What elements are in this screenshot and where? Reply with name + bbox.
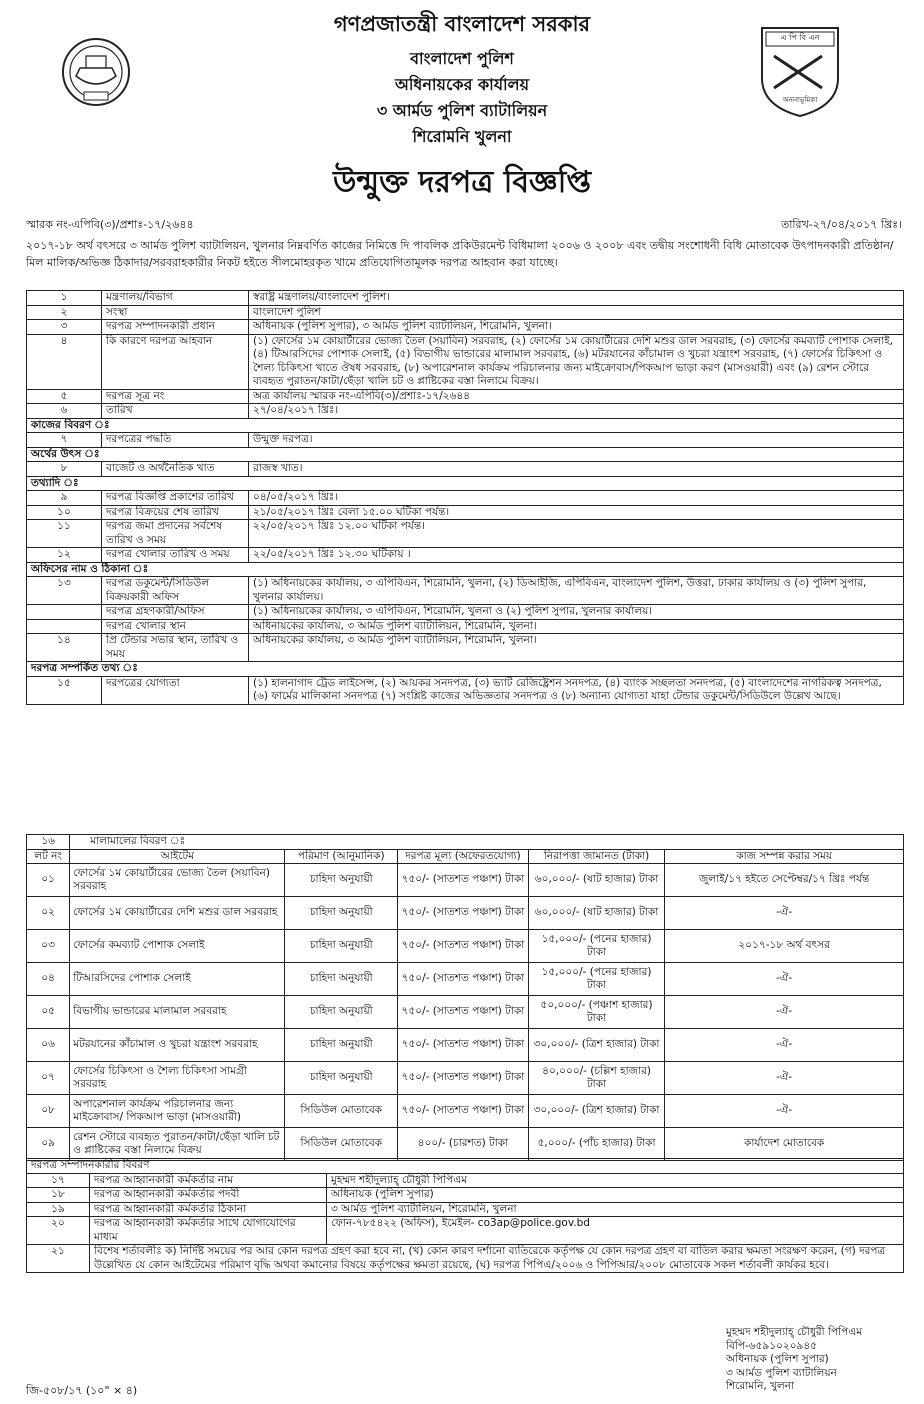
- security-deposit: ১৫,০০০/- (পনের হাজার) টাকা: [528, 963, 665, 996]
- signatory-place: শিরোমনি, খুলনা: [726, 1380, 795, 1392]
- signature-block: [726, 1326, 862, 1394]
- officer-row: [27, 1173, 904, 1188]
- items-table: [26, 834, 904, 1161]
- notice-title: উন্মুক্ত দরপত্র বিজ্ঞপ্তি: [332, 165, 591, 200]
- lot-number: ০৫: [27, 996, 70, 1029]
- row-value: ফোন-৭৮৫৪২২ (অফিস), ইমেইল- co3ap@police.gov.bd: [327, 1217, 904, 1245]
- row-number: ৮: [27, 462, 102, 477]
- form-row: [27, 548, 904, 563]
- item-name: বিভাগীয় ভান্ডারের মালামাল সরবরাহ: [70, 996, 285, 1029]
- row-label: দরপত্র খোলার তারিখ ও সময়: [102, 548, 249, 563]
- memo-ref: স্মারক নং-এপিবি(৩)/প্রশাঃ-১৭/২৬৪৪: [26, 218, 194, 231]
- item-quantity: চাহিদা অনুযায়ী: [285, 897, 398, 930]
- row-value: অধিনায়কের কার্যালয়, ৩ আর্মড পুলিশ ব্যাটালিয়ন, শিরোমনি, খুলনা।: [249, 634, 904, 662]
- item-name: অপারেশনাল কার্যক্রম পরিচালনার জন্য মাইক্রোবাস/ পিকআপ ভাড়া (মাসওয়ারী): [70, 1095, 285, 1128]
- row-number: ১২: [27, 548, 102, 563]
- table-row: [27, 1029, 904, 1062]
- lot-number: ০৬: [27, 1029, 70, 1062]
- row-label: দরপত্র আহ্বানকারী কর্মকর্তার ঠিকানা: [90, 1202, 327, 1217]
- row-value: (১) অধিনায়কের কার্যালয়, ৩ এপিবিএন, শিরোমনি, খুলনা ও (২) পুলিশ সুপার, খুলনার কার্যালয়।: [249, 605, 904, 620]
- table-row: [27, 996, 904, 1029]
- item-name: ফোর্সের কমব্যাট পোশাক সেলাই: [70, 930, 285, 963]
- row-number: ১১: [27, 520, 102, 548]
- section-label: তথ্যাদি ঃ: [27, 476, 904, 491]
- tender-info-table: [26, 290, 904, 705]
- completion-time: -ঐ-: [665, 1029, 904, 1062]
- item-name: ফোর্সের ১ম কোয়ার্টারের দেশি মশুর ডাল সরবরাহ: [70, 897, 285, 930]
- items-title-num: ১৬: [27, 835, 70, 850]
- row-value: ০৪/০৫/২০১৭ খ্রিঃ।: [249, 491, 904, 506]
- apbn-emblem-icon: [760, 26, 840, 118]
- row-value: ২১/০৫/২০১৭ খ্রিঃ বেলা ১৫.০০ ঘটিকা পর্যন্ত।: [249, 505, 904, 520]
- form-row: [27, 389, 904, 404]
- row-value: অধিনায়কের কার্যালয়, ৩ আর্মড পুলিশ ব্যাটালিয়ন, শিরোমনি, খুলনা।: [249, 619, 904, 634]
- row-number: ৩: [27, 320, 102, 335]
- row-label: দরপত্রের পদ্ধতি: [102, 433, 249, 448]
- officer-row: [27, 1188, 904, 1203]
- items-column-header: পরিমাণ (আনুমানিক): [285, 849, 398, 864]
- row-label: দরপত্র সূত্র নং: [102, 389, 249, 404]
- table-row: [27, 930, 904, 963]
- tender-price: ৪০০/- (চারশত) টাকা: [398, 1128, 529, 1161]
- form-row: [27, 577, 904, 605]
- row-value: (১) অধিনায়কের কার্যালয়, ৩ এপিবিএন, শিরোমনি, খুলনা, (২) ডিআইজি, এপিবিএন, বাংলাদেশ পুলিশ, উত্তরা, ঢাকার কার্যালয় ও (৩) পুলিশ সুপার, খুলনার কার্যালয়।: [249, 577, 904, 605]
- item-quantity: সিডিউল মোতাবেক: [285, 1095, 398, 1128]
- row-label: দরপত্র বিজ্ঞপ্তি প্রকাশের তারিখ: [102, 491, 249, 506]
- section-row: [27, 418, 904, 433]
- tender-price: ৭৫০/- (সাতশত পঞ্চাশ) টাকা: [398, 1062, 529, 1095]
- items-column-header: আইটেম: [70, 849, 285, 864]
- form-row: [27, 320, 904, 335]
- row-number: ২০: [27, 1217, 90, 1245]
- form-row: [27, 520, 904, 548]
- item-quantity: সিডিউল মোতাবেক: [285, 1128, 398, 1161]
- row-value: উন্মুক্ত দরপত্র।: [249, 433, 904, 448]
- row-value: স্বরাষ্ট্র মন্ত্রণালয়/বাংলাদেশ পুলিশ।: [249, 291, 904, 306]
- office-name: অধিনায়কের কার্যালয়: [394, 75, 530, 94]
- table-row: [27, 864, 904, 897]
- completion-time: -ঐ-: [665, 996, 904, 1029]
- row-label: দরপত্র ডকুমেন্ট/সিডিউল বিক্রয়কারী অফিস: [102, 577, 249, 605]
- row-value: ২২/০৫/২০১৭ খ্রিঃ ১২.০০ ঘটিকা পর্যন্ত।: [249, 520, 904, 548]
- form-row: [27, 619, 904, 634]
- completion-time: -ঐ-: [665, 897, 904, 930]
- item-quantity: চাহিদা অনুযায়ী: [285, 930, 398, 963]
- tender-price: ৭৫০/- (সাতশত পঞ্চাশ) টাকা: [398, 1095, 529, 1128]
- tender-price: ৭৫০/- (সাতশত পঞ্চাশ) টাকা: [398, 864, 529, 897]
- completion-time: কার্যাদেশ মোতাবেক: [665, 1128, 904, 1161]
- section-label: অফিসের নাম ও ঠিকানা ঃ: [27, 562, 904, 577]
- lot-number: ০১: [27, 864, 70, 897]
- row-number: ৪: [27, 334, 102, 389]
- tender-price: ৭৫০/- (সাতশত পঞ্চাশ) টাকা: [398, 897, 529, 930]
- row-label: দরপত্র বিক্রয়ের শেষ তারিখ: [102, 505, 249, 520]
- govt-title: গণপ্রজাতন্ত্রী বাংলাদেশ সরকার: [333, 12, 591, 36]
- section-label: অর্থের উৎস ঃ: [27, 447, 904, 462]
- security-deposit: ১৫,০০০/- (পনের হাজার) টাকা: [528, 930, 665, 963]
- item-quantity: চাহিদা অনুযায়ী: [285, 864, 398, 897]
- items-column-header: দরপত্র মূল্য (অফেরতযোগ্য): [398, 849, 529, 864]
- row-label: দরপত্র আহ্বানকারী কর্মকর্তার সাথে যোগাযোগের মাধ্যম: [90, 1217, 327, 1245]
- signatory-rank: অধিনায়ক (পুলিশ সুপার): [726, 1353, 829, 1365]
- row-label: দরপত্রের যোগ্যতা: [102, 676, 249, 704]
- signatory-name: মুহম্মদ শহীদুল্যাহ্ চৌধুরী পিপিএম: [726, 1326, 863, 1338]
- intro-paragraph: ২০১৭-১৮ অর্থ বৎসরে ৩ আর্মড পুলিশ ব্যাটালিয়ন, খুলনার নিম্নবর্ণিত কাজের নিমিত্তে দি পাবলিক প্রকিউরমেন্ট বিধিমালা ২০০৬ ও ২০০৮ এবং তদ্বীয় সংশোধনী বিধি মোতাবেক উৎপাদনকারী প্রতিষ্ঠান/মিল মালিক/অভিজ্ঞ ঠিকাদার/সরবরাহকারীর নিকট হইতে সীলমোহরকৃত খামে প্রতিযোগিতামূলক দরপত্র আহবান করা যাচ্ছে।: [26, 239, 894, 269]
- row-number: ১৮: [27, 1188, 90, 1203]
- items-column-header: কাজ সম্পন্ন করার সময়: [665, 849, 904, 864]
- completion-time: -ঐ-: [665, 963, 904, 996]
- form-row: [27, 433, 904, 448]
- row-number: ১৯: [27, 1202, 90, 1217]
- security-deposit: ৩০,০০০/- (ত্রিশ হাজার) টাকা: [528, 1095, 665, 1128]
- tender-price: ৭৫০/- (সাতশত পঞ্চাশ) টাকা: [398, 996, 529, 1029]
- item-quantity: চাহিদা অনুযায়ী: [285, 1062, 398, 1095]
- tender-price: ৭৫০/- (সাতশত পঞ্চাশ) টাকা: [398, 930, 529, 963]
- row-label: তারিখ: [102, 404, 249, 419]
- items-column-header: লট নং: [27, 849, 70, 864]
- item-name: রেশন স্টোরে ব্যবহৃত পুরাতন/কাটা/ছেঁড়া খালি চট ও প্লাষ্টিকের বস্তা নিলামে বিক্রয়: [70, 1128, 285, 1161]
- form-row: [27, 334, 904, 389]
- item-name: টিআরসিদের পোশাক সেলাই: [70, 963, 285, 996]
- row-number: ১০: [27, 505, 102, 520]
- security-deposit: ৫,০০০/- (পাঁচ হাজার) টাকা: [528, 1128, 665, 1161]
- table-row: [27, 897, 904, 930]
- row-number: ৬: [27, 404, 102, 419]
- form-row: [27, 605, 904, 620]
- row-label: দরপত্র আহ্বানকারী কর্মকর্তার নাম: [90, 1173, 327, 1188]
- signatory-unit: ৩ আর্মড পুলিশ ব্যাটালিয়ন: [726, 1366, 837, 1379]
- emblem-bottom-text: অনন্যভূমিকা: [782, 96, 818, 104]
- items-column-header: নিরাপত্তা জামানত (টাকা): [528, 849, 665, 864]
- row-number: [27, 619, 102, 634]
- item-quantity: চাহিদা অনুযায়ী: [285, 996, 398, 1029]
- lot-number: ০৩: [27, 930, 70, 963]
- item-name: মটরযানের কাঁচামাল ও খুচরা যন্ত্রাংশ সরবরাহ: [70, 1029, 285, 1062]
- section-row: [27, 562, 904, 577]
- security-deposit: ৬০,০০০/- (ষাট হাজার) টাকা: [528, 864, 665, 897]
- row-value: (১) হালনাগাদ ট্রেড লাইসেন্স, (২) আয়কর সনদপত্র, (৩) ভ্যাট রেজিষ্ট্রেশন সনদপত্র, (৪) ব্যাংক সচ্ছলতা সনদপত্র, (৫) বাংলাদেশের নাগরিকত্ব সনদপত্র, (৬) ফার্মের মালিকানা সনদপত্র (৭) সংশ্লিষ্ট কাজের অভিজ্ঞতার সনদপত্র ও (৮) অন্যান্য যোগ্যতা যাহা টেন্ডার ডকুমেন্ট/সিডিউলে উল্লেখ আছে।: [249, 676, 904, 704]
- org-name: বাংলাদেশ পুলিশ: [410, 49, 514, 68]
- security-deposit: ৫০,০০০/- (পঞ্চাশ হাজার) টাকা: [528, 996, 665, 1029]
- row-number: ১: [27, 291, 102, 306]
- row-value: ২২/০৫/২০১৭ খ্রিঃ ১২.৩০ ঘটিকায় ।: [249, 548, 904, 563]
- security-deposit: ৬০,০০০/- (ষাট হাজার) টাকা: [528, 897, 665, 930]
- security-deposit: ৩০,০০০/- (ত্রিশ হাজার) টাকা: [528, 1029, 665, 1062]
- row-label: কি কারণে দরপত্র আহবান: [102, 334, 249, 389]
- lot-number: ০৪: [27, 963, 70, 996]
- form-row: [27, 491, 904, 506]
- row-value: মুহম্মদ শহীদুল্যাহ্ চৌধুরী পিপিএম: [327, 1173, 904, 1188]
- row-label: বাজেট ও অর্থনৈতিক খাত: [102, 462, 249, 477]
- row-number: [27, 605, 102, 620]
- row-value: অধিনায়ক (পুলিশ সুপার), ৩ আর্মড পুলিশ ব্যাটালিয়ন, শিরোমনি, খুলনা।: [249, 320, 904, 335]
- row-value: ২৭/০৪/২০১৭ খ্রিঃ।: [249, 404, 904, 419]
- item-name: ফোর্সের চিকিৎসা ও শৈল্য চিকিৎসা সামগ্রী সরবরাহ: [70, 1062, 285, 1095]
- location-name: শিরোমনি খুলনা: [412, 127, 512, 146]
- tender-price: ৭৫০/- (সাতশত পঞ্চাশ) টাকা: [398, 1029, 529, 1062]
- form-row: [27, 676, 904, 704]
- officer-section: দরপত্র সম্পাদনকারীর বিবরণ: [27, 1159, 904, 1174]
- letterhead: [0, 0, 924, 235]
- row-label: দরপত্র আহ্বানকারী কর্মকর্তার পদবী: [90, 1188, 327, 1203]
- officer-row: [27, 1202, 904, 1217]
- row-label: মন্ত্রণালয়/বিভাগ: [102, 291, 249, 306]
- row-number: ৭: [27, 433, 102, 448]
- battalion-name: ৩ আর্মড পুলিশ ব্যাটালিয়ন: [376, 101, 548, 120]
- items-title: মালামালের বিবরণ ঃ: [70, 835, 904, 850]
- row-label: দরপত্র সম্পাদনকারী প্রধান: [102, 320, 249, 335]
- item-quantity: চাহিদা অনুযায়ী: [285, 1029, 398, 1062]
- row-number: ১৩: [27, 577, 102, 605]
- table-row: [27, 963, 904, 996]
- row-value: ৩ আর্মড পুলিশ ব্যাটালিয়ন, শিরোমনি, খুলনা: [327, 1202, 904, 1217]
- security-deposit: ৪০,০০০/- (চল্লিশ হাজার) টাকা: [528, 1062, 665, 1095]
- row-label: দরপত্র খোলার স্থান: [102, 619, 249, 634]
- form-row: [27, 404, 904, 419]
- row-value: অধিনায়ক (পুলিশ সুপার): [327, 1188, 904, 1203]
- row-number: ২: [27, 305, 102, 320]
- row-number: ৯: [27, 491, 102, 506]
- conditions-num: ২১: [27, 1245, 90, 1273]
- officer-row: [27, 1217, 904, 1245]
- row-number: ৫: [27, 389, 102, 404]
- table-row: [27, 1062, 904, 1095]
- section-row: [27, 662, 904, 677]
- officer-table: [26, 1158, 904, 1273]
- tender-price: ৭৫০/- (সাতশত পঞ্চাশ) টাকা: [398, 963, 529, 996]
- row-value: রাজস্ব খাত।: [249, 462, 904, 477]
- row-number: ১৭: [27, 1173, 90, 1188]
- form-row: [27, 305, 904, 320]
- row-value: (১) ফোর্সের ১ম কোয়ার্টারের ভোজ্য তৈল (সয়াবিন) সরবরাহ, (২) ফোর্সের ১ম কোয়ার্টারের দেশি মশুর ডাল সরবরাহ, (৩) ফোর্সের কমব্যাট পোশাক সেলাই, (৪) টিআরসিদের পোশাক সেলাই, (৫) বিভাগীয় ভান্ডারের মালামাল সরবরাহ, (৬) মটরযানের কাঁচামাল ও খুচরা যন্ত্রাংশ সরবরাহ, (৭) ফোর্সের চিকিৎসা ও শৈল্য চিকিৎসা খাতে ঔষধ সরবরাহ, (৮) অপারেশনাল কার্যক্রম পরিচালনার জন্য মাইক্রোবাস/পিকআপ ভাড়া করণ (মাসওয়ারী) এবং (৯) রেশন স্টোরে ব্যবহৃত পুরাতন/কাটা/ছেঁড়া খালি চট ও প্লাষ্টিকের বস্তা নিলামে বিক্রয়।: [249, 334, 904, 389]
- emblem-top-text: এ পি বি এন: [780, 33, 820, 42]
- row-number: ১৪: [27, 634, 102, 662]
- row-label: দরপত্র গ্রহণকারী/অফিস: [102, 605, 249, 620]
- print-code: জি-৫০৮/১৭ (১০" × ৪): [26, 1384, 138, 1397]
- table-row: [27, 1095, 904, 1128]
- section-label: দরপত্র সম্পর্কিত তথ্য ঃ: [27, 662, 904, 677]
- completion-time: -ঐ-: [665, 1062, 904, 1095]
- completion-time: ২০১৭-১৮ অর্থ বৎসর: [665, 930, 904, 963]
- form-row: [27, 634, 904, 662]
- row-value: অত্র কার্যালয় স্মারক নং-এপিবি(৩)/প্রশাঃ-১৭/২৬৪৪: [249, 389, 904, 404]
- signatory-bp: বিপি-৬৫৯১০২০৯৪৫: [726, 1339, 817, 1352]
- section-row: [27, 476, 904, 491]
- row-value: বাংলাদেশ পুলিশ: [249, 305, 904, 320]
- lot-number: ০২: [27, 897, 70, 930]
- item-quantity: চাহিদা অনুযায়ী: [285, 963, 398, 996]
- completion-time: -ঐ-: [665, 1095, 904, 1128]
- form-row: [27, 505, 904, 520]
- row-label: প্রি টেন্ডার সভার স্থান, তারিখ ও সময়: [102, 634, 249, 662]
- section-row: [27, 447, 904, 462]
- table-row: [27, 1128, 904, 1161]
- lot-number: ০৭: [27, 1062, 70, 1095]
- row-label: সংস্থা: [102, 305, 249, 320]
- memo-date: তারিখ-২৭/০৪/২০১৭ খ্রিঃ।: [780, 218, 902, 231]
- row-label: দরপত্র জমা প্রদানের সর্বশেষ তারিখ ও সময়: [102, 520, 249, 548]
- row-number: ১৫: [27, 676, 102, 704]
- section-label: কাজের বিবরণ ঃ: [27, 418, 904, 433]
- lot-number: ০৮: [27, 1095, 70, 1128]
- lot-number: ০৯: [27, 1128, 70, 1161]
- form-row: [27, 291, 904, 306]
- form-row: [27, 462, 904, 477]
- special-conditions: বিশেষ শর্তাবলীঃ ক) নির্দিষ্ট সময়ের পর আর কোন দরপত্র গ্রহণ করা হবে না, (খ) কোন কারণ দর্শানো ব্যতিরেকে কর্তৃপক্ষ যে কোন দরপত্র গ্রহণ বা বাতিল করার ক্ষমতা সংরক্ষণ করেন, (গ) দরপত্র উল্লেখিত যে কোন আইটেমের পরিমাণ বৃদ্ধি অথবা কমানোর বিষয়ে কর্তৃপক্ষের ক্ষমতা রয়েছে, (ঘ) দরপত্র পিপিএ/২০০৬ ও পিপিআর/২০০৮ মোতাবেক সকল শর্তাবলী কার্যকর হবে।: [90, 1245, 904, 1273]
- item-name: ফোর্সের ১ম কোয়ার্টারের ভোজ্য তৈল (সয়াবিন) সরবরাহ: [70, 864, 285, 897]
- completion-time: জুলাই/১৭ হইতে সেপ্টেম্বর/১৭ খ্রিঃ পর্যন্ত: [665, 864, 904, 897]
